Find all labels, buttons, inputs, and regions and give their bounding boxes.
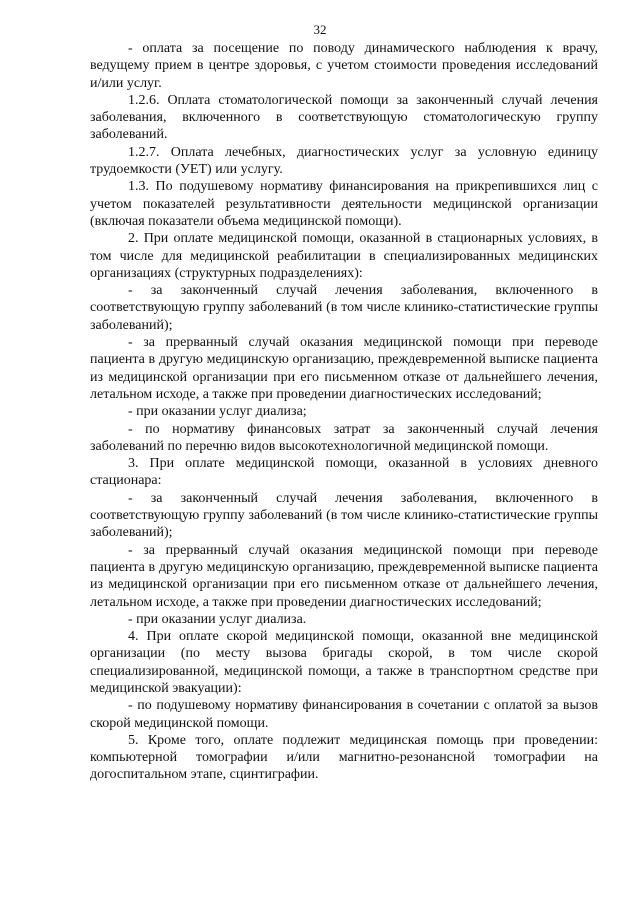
paragraph: 1.3. По подушевому нормативу финансирования на прикрепившихся лиц с учетом показателей результативности деятельности медицинской организации (включая показатели объема медицинской помощи). (90, 179, 598, 229)
paragraph: 1.2.7. Оплата лечебных, диагностических услуг за условную единицу трудоемкости (УЕТ) или услугу. (90, 144, 598, 178)
paragraph: - при оказании услуг диализа; (128, 404, 307, 420)
paragraph: - за прерванный случай оказания медицинской помощи при переводе пациента в другую медицинскую организацию, преждевременной выписке пациента из медицинской организации при его письменном отказе от дальнейшего лечения, летальном исходе, а также при проведении диагностических исследований; (90, 542, 598, 610)
paragraph: - по нормативу финансовых затрат за законченный случай лечения заболеваний по перечню видов высокотехнологичной медицинской помощи. (90, 421, 598, 454)
page-number: 32 (313, 22, 327, 37)
paragraph: 5. Кроме того, оплате подлежит медицинская помощь при проведении: компьютерной томографии и/или магнитно-резонансной томографии на догоспитальном этапе, сцинтиграфии. (90, 732, 598, 783)
paragraph: - при оказании услуг диализа. (128, 611, 307, 627)
paragraph: 4. При оплате скорой медицинской помощи, оказанной вне медицинской организации (по месту вызова бригады скорой, в том числе скорой специализированной, медицинской помощи, а также в транспортном средстве при медицинской эвакуации): (90, 629, 598, 696)
paragraph: - за прерванный случай оказания медицинской помощи при переводе пациента в другую медицинскую организацию, преждевременной выписке пациента из медицинской организации при его письменном отказе от дальнейшего лечения, летальном исходе, а также при проведении диагностических исследований; (90, 335, 598, 402)
paragraph: 2. При оплате медицинской помощи, оказанной в стационарных условиях, в том числе для медицинской реабилитации в специализированных медицинских организациях (структурных подразделениях): (90, 231, 598, 281)
paragraph: 3. При оплате медицинской помощи, оказанной в условиях дневного стационара: (90, 456, 598, 489)
paragraph: - по подушевому нормативу финансирования в сочетании с оплатой за вызов скорой медицинской помощи. (90, 698, 598, 731)
paragraph: - за законченный случай лечения заболевания, включенного в соответствующую группу заболеваний (в том числе клинико-статистические группы заболеваний); (90, 490, 598, 541)
paragraph: 1.2.6. Оплата стоматологической помощи за законченный случай лечения заболевания, включенного в соответствующую стоматологическую группу заболеваний. (90, 92, 598, 143)
paragraph: - за законченный случай лечения заболевания, включенного в соответствующую группу заболеваний (в том числе клинико-статистические группы заболеваний); (90, 283, 598, 333)
paragraph: - оплата за посещение по поводу динамического наблюдения к врачу, ведущему прием в центре здоровья, с учетом стоимости проведения исследований и/или услуг. (90, 41, 598, 91)
document-body (90, 40, 598, 784)
